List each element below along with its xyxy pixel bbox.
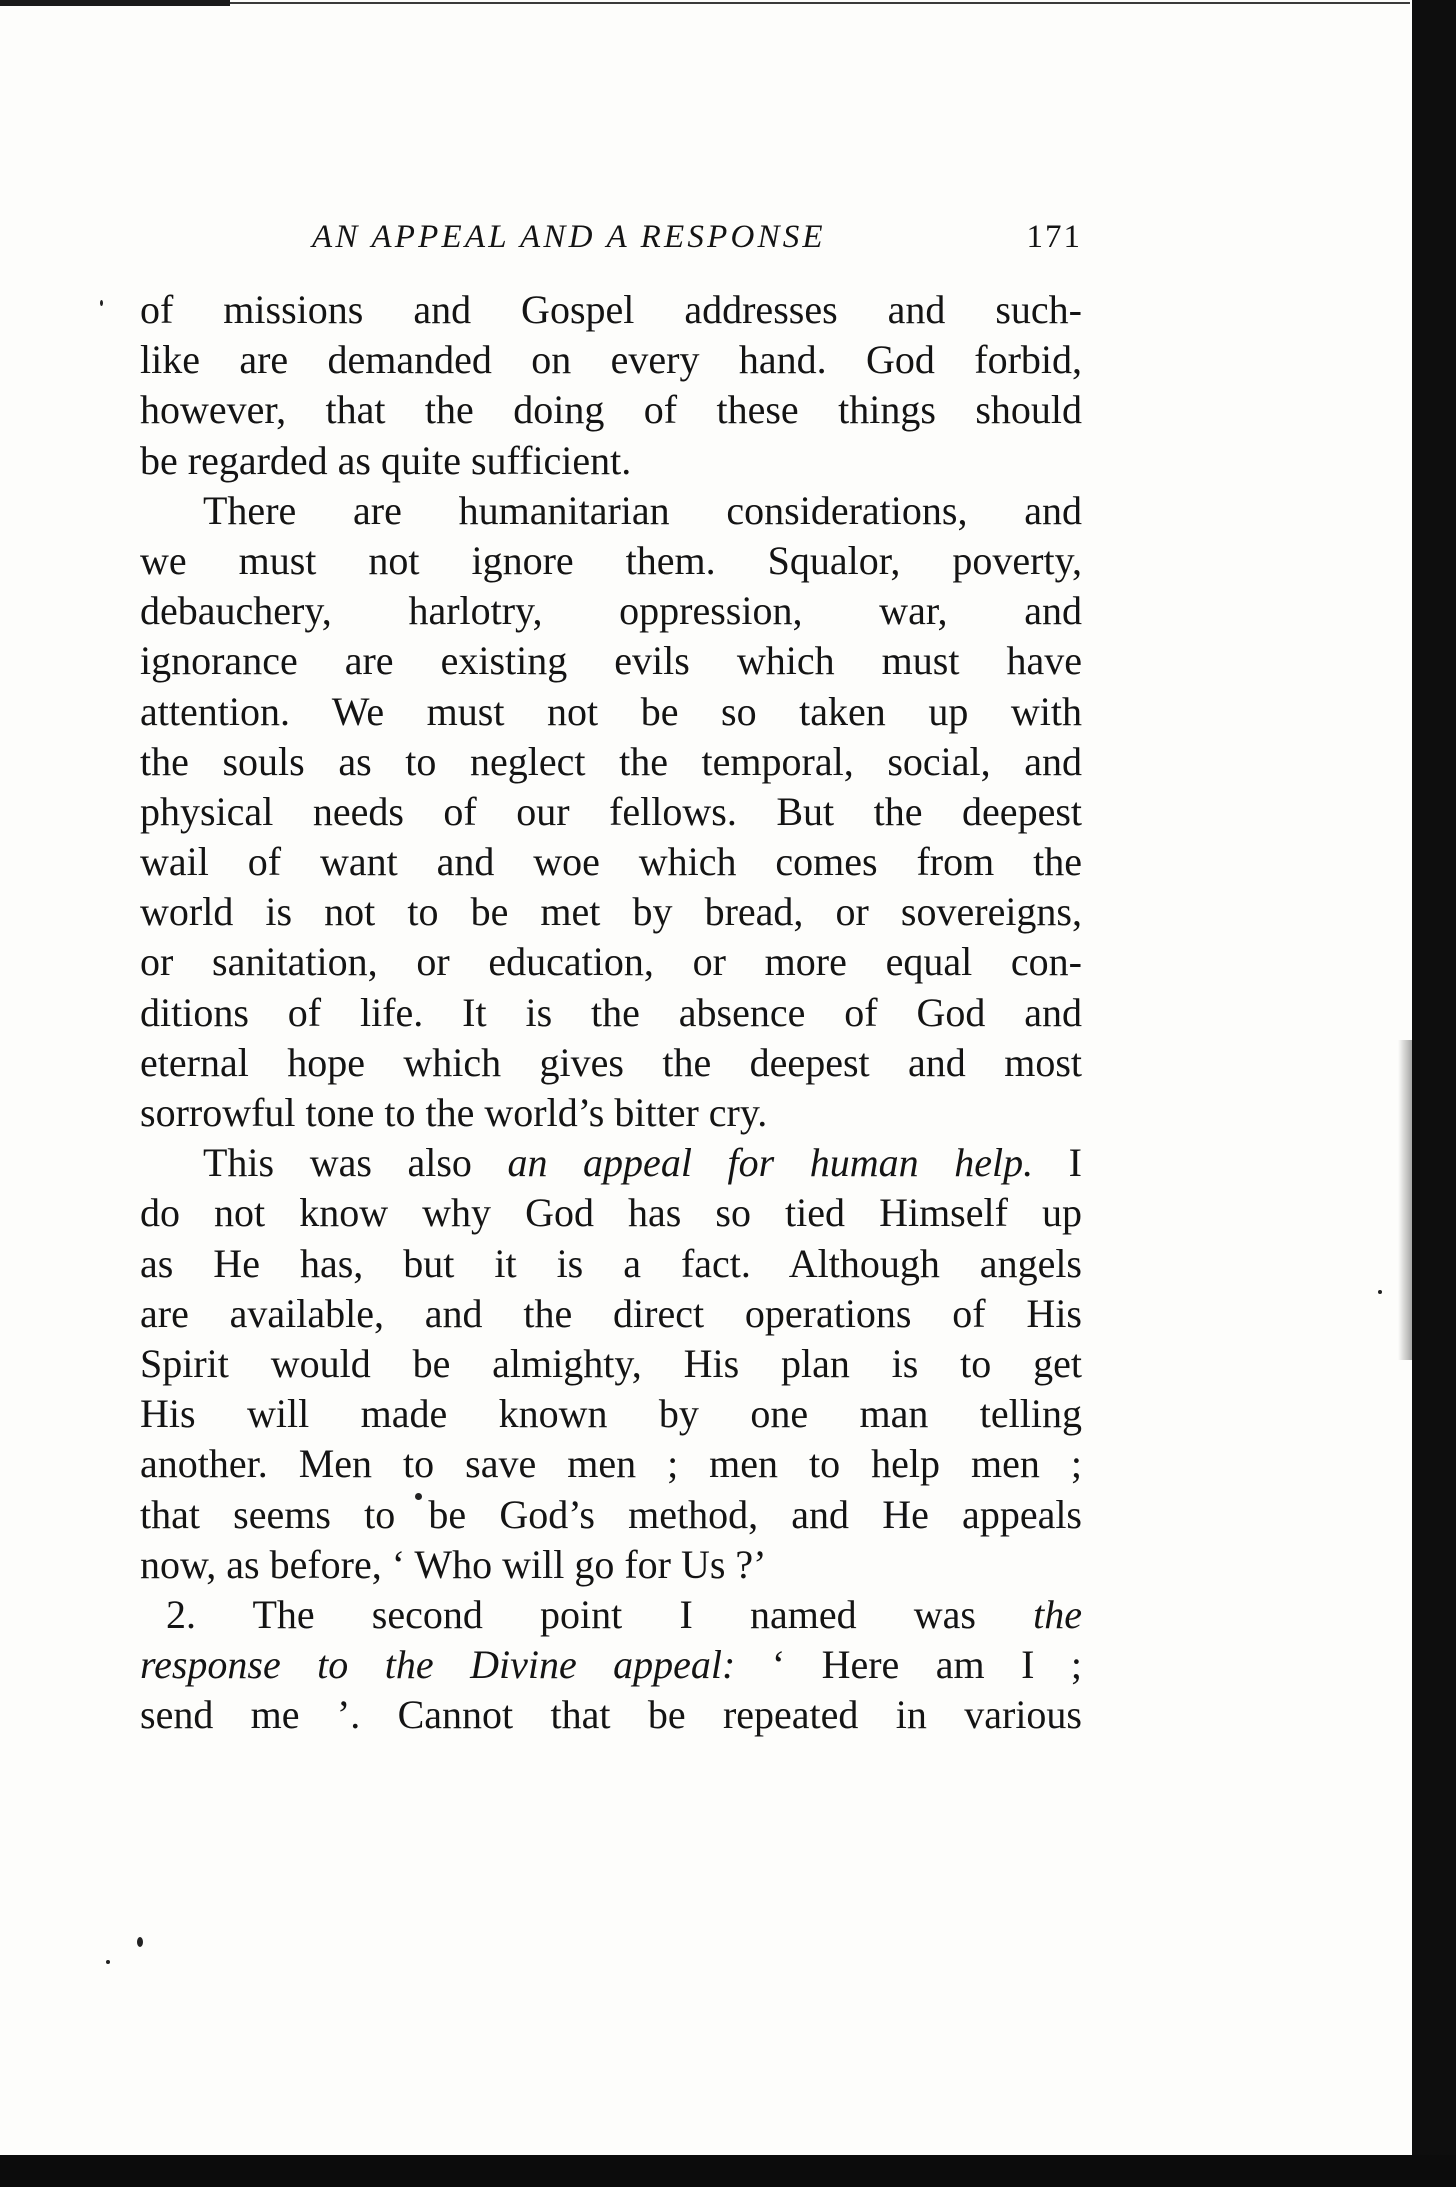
scan-speck [100,300,103,306]
text-line: There are humanitarian considerations, and [203,487,1082,533]
scan-edge-right-shadow [1398,1040,1412,1360]
text-line: attention. We must not be so taken up with [140,688,1082,734]
text-line: ditions of life. It is the absence of God and [140,989,1082,1035]
text-line: another. Men to save men ; men to help men ; [140,1441,1082,1487]
text-line: or sanitation, or education, or more equal con- [140,939,1082,985]
text-line-emphasis [140,1590,1082,1640]
text-line: do not know why God has so tied Himself up [140,1190,1082,1236]
text-line-emphasis [140,1138,1082,1188]
scan-edge-right [1412,0,1456,2187]
line-text: 2. The second point I named was [166,1591,1034,1637]
scan-speck [137,1937,143,1947]
text-line: we must not ignore them. Squalor, poverty, [140,537,1082,583]
line-text: This was also [203,1140,508,1186]
line-text: I [1033,1140,1082,1186]
text-line: are available, and the direct operations of His [140,1290,1082,1336]
text-line: wail of want and woe which comes from the [140,839,1082,885]
text-line: be regarded as quite sufficient. [140,437,632,483]
text-line: world is not to be met by bread, or sovereigns, [140,889,1082,935]
text-line: His will made known by one man telling [140,1391,1082,1437]
page-number: 171 [1026,219,1082,255]
text-line: however, that the doing of these things should [140,387,1082,433]
italic-phrase: an appeal for human help. [507,1140,1034,1186]
text-line-emphasis [140,1640,1082,1690]
line-text: ‘ Here am I ; [735,1642,1082,1688]
scan-speck [1378,1290,1382,1294]
text-line: ignorance are existing evils which must have [140,638,1082,684]
text-line: eternal hope which gives the deepest and most [140,1039,1082,1085]
text-line: sorrowful tone to the world’s bitter cry. [140,1090,768,1135]
text-line: like are demanded on every hand. God forbid, [140,337,1082,383]
scan-edge-bottom [0,2155,1456,2187]
running-header [140,212,1082,262]
italic-phrase: the [1033,1591,1082,1637]
text-line: debauchery, harlotry, oppression, war, and [140,588,1082,634]
text-line: that seems to be God’s method, and He appeals [140,1491,1082,1537]
text-line: of missions and Gospel addresses and such- [140,287,1082,332]
text-line: Spirit would be almighty, His plan is to get [140,1340,1082,1386]
text-line: physical needs of our fellows. But the deepest [140,788,1082,834]
text-line: now, as before, ‘ Who will go for Us ?’ [140,1541,767,1587]
body-text [140,285,1082,1740]
running-title: AN APPEAL AND A RESPONSE [312,219,826,255]
text-line: send me ’. Cannot that be repeated in various [140,1692,1082,1738]
text-line: the souls as to neglect the temporal, social, and [140,738,1082,784]
scan-edge-top-line [230,2,1410,4]
scan-speck [106,1960,110,1964]
italic-phrase: response to the Divine appeal: [140,1642,736,1688]
text-line: as He has, but it is a fact. Although angels [140,1240,1082,1286]
scan-edge-top [0,0,230,6]
